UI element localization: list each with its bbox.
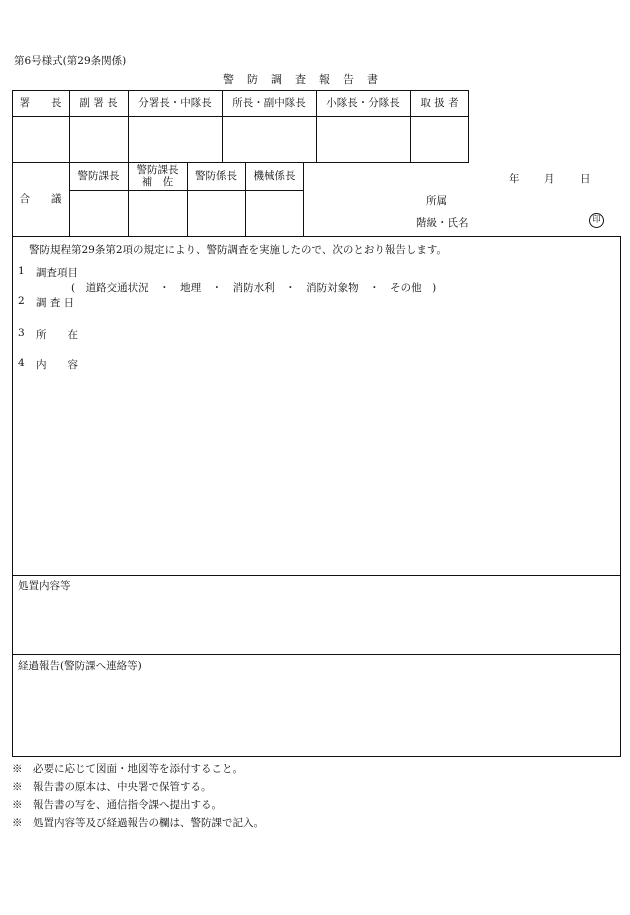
council-stamp-machinery-chief[interactable] — [246, 191, 303, 236]
disposition-label: 処置内容等 — [18, 580, 71, 592]
item-4-label: 内 容 — [36, 359, 78, 371]
note-1: ※ 必要に応じて図面・地図等を添付すること。 — [12, 763, 243, 775]
council-header-machinery-chief: 機械係長 — [253, 170, 296, 182]
item-2-number: 2 — [18, 295, 25, 307]
approval-header-station-chief: 所長・副中隊長 — [232, 97, 306, 109]
seal-mark: 印 — [589, 213, 604, 228]
approval-header-deputy-chief: 副 署 長 — [79, 97, 118, 109]
council-label: 合 議 — [19, 193, 62, 205]
date-month-label: 月 — [544, 173, 555, 185]
stamp-box-handler[interactable] — [411, 117, 468, 162]
council-stamp-prevention-chief[interactable] — [188, 191, 244, 236]
stamp-box-chief[interactable] — [13, 117, 68, 162]
date-day-label: 日 — [580, 173, 591, 185]
council-stamp-assistant[interactable] — [129, 191, 186, 236]
note-4: ※ 処置内容等及び経過報告の欄は、警防課で記入。 — [12, 817, 264, 829]
item-1-number: 1 — [18, 265, 25, 277]
report-body — [12, 236, 621, 757]
form-label: 第6号様式(第29条関係) — [14, 55, 127, 67]
item-1-label: 調査項目 — [36, 267, 78, 279]
council-header-assistant-line2: 補 佐 — [141, 176, 174, 188]
stamp-box-station-chief[interactable] — [223, 117, 315, 162]
item-2-label: 調 査 日 — [36, 297, 75, 309]
council-header-assistant-line1: 警防課長 — [136, 164, 179, 176]
page-title: 警 防 調 査 報 告 書 — [223, 73, 379, 86]
note-2: ※ 報告書の原本は、中央署で保管する。 — [12, 781, 212, 793]
stamp-box-deputy-chief[interactable] — [70, 117, 127, 162]
approval-header-branch-chief: 分署長・中隊長 — [138, 97, 212, 109]
intro-text: 警防規程第29条第2項の規定により、警防調査を実施したので、次のとおり報告します。 — [29, 244, 447, 256]
affiliation-label: 所属 — [426, 195, 447, 207]
item-3-label: 所 在 — [36, 329, 78, 341]
approval-header-chief: 署 長 — [19, 97, 62, 109]
council-header-section-chief: 警防課長 — [77, 170, 120, 182]
date-year-label: 年 — [509, 173, 520, 185]
note-3: ※ 報告書の写を、通信指令課へ提出する。 — [12, 799, 222, 811]
stamp-box-branch-chief[interactable] — [129, 117, 221, 162]
council-header-prevention-chief: 警防係長 — [195, 170, 237, 182]
council-stamp-section-chief[interactable] — [70, 191, 127, 236]
progress-report-label: 経過報告(警防課へ連絡等) — [18, 660, 142, 672]
approval-header-handler: 取 扱 者 — [420, 97, 459, 109]
stamp-box-platoon-chief[interactable] — [317, 117, 409, 162]
survey-categories: ( 道路交通状況 ・ 地理 ・ 消防水利 ・ 消防対象物 ・ その他 ) — [71, 282, 437, 294]
item-3-number: 3 — [18, 327, 25, 339]
item-4-number: 4 — [18, 357, 25, 369]
approval-header-platoon-chief: 小隊長・分隊長 — [326, 97, 400, 109]
rank-name-label: 階級・氏名 — [416, 217, 469, 229]
